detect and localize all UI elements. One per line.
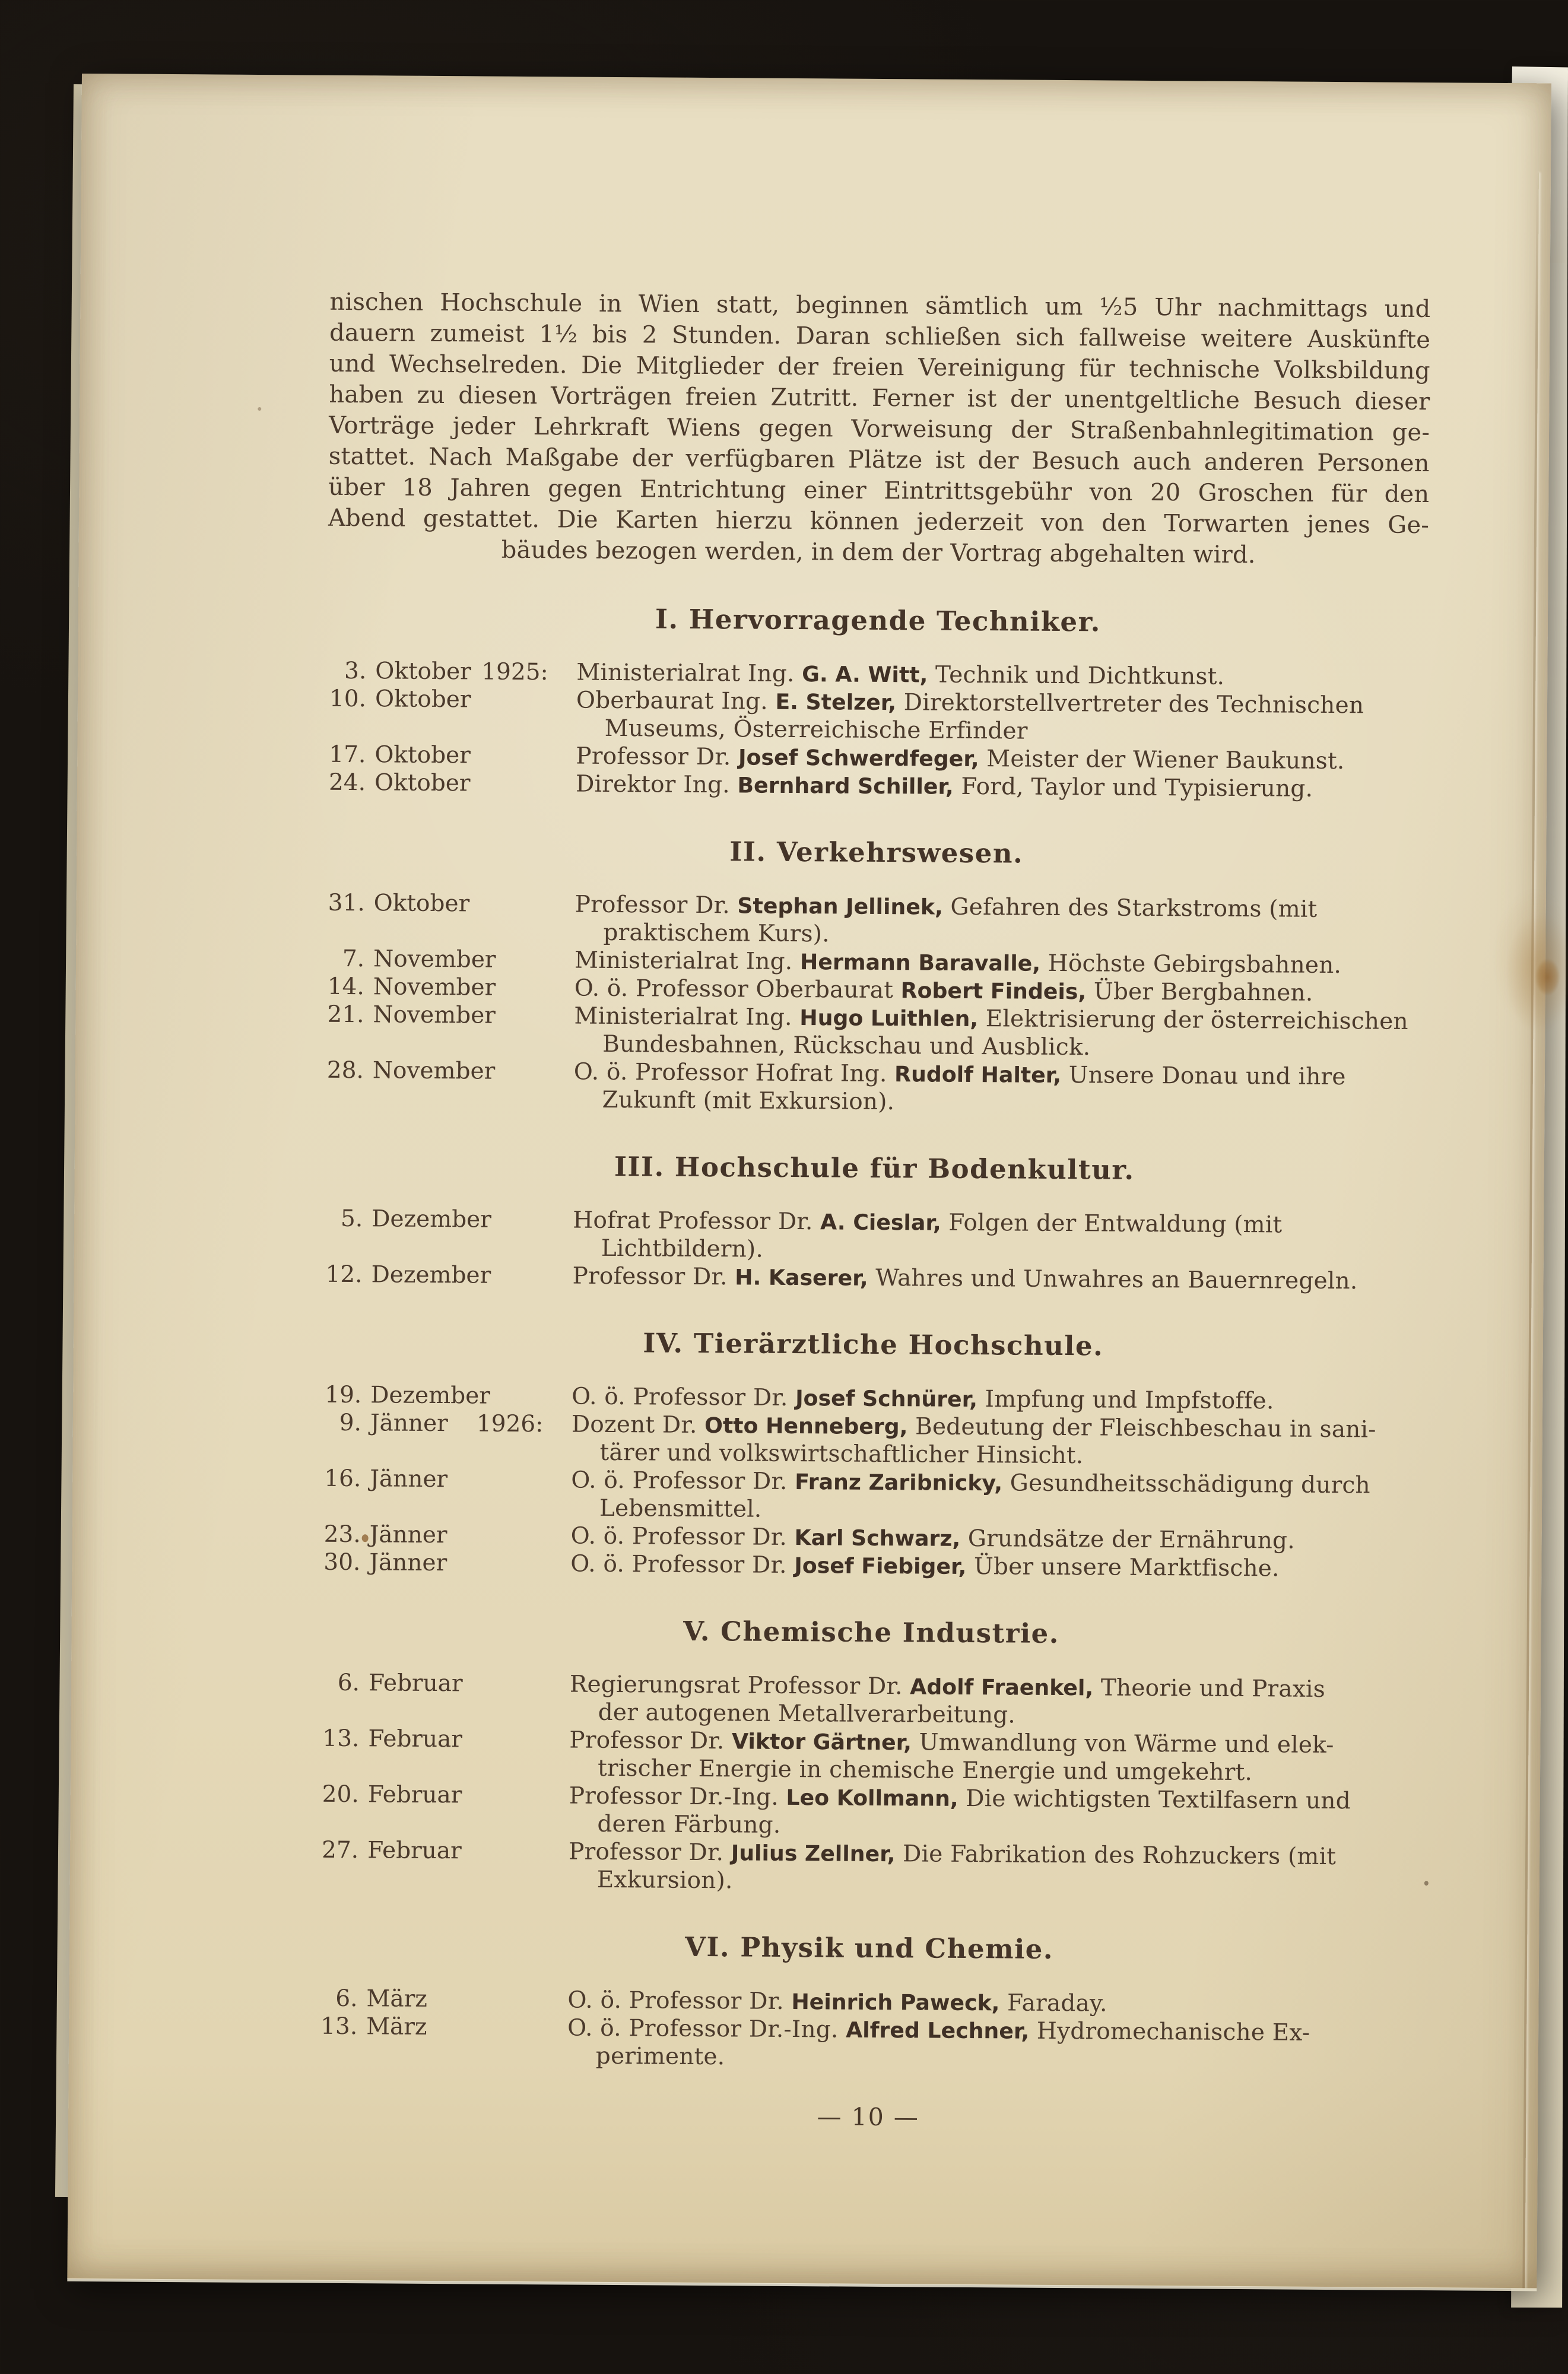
intro-line: haben zu diesen Vorträgen freien Zutritt. Ferner ist der unentgeltliche Besuch dieser: [329, 380, 1430, 416]
date-cell: [318, 2013, 567, 2042]
schedule-row: [325, 1001, 1426, 1064]
date-cell: [325, 945, 574, 975]
date-month: Februar: [367, 1837, 462, 1865]
entry-text: [573, 1058, 1426, 1120]
entry-text: [569, 1726, 1421, 1788]
date-month: Februar: [367, 1781, 462, 1809]
date-day: 12.: [325, 1261, 363, 1288]
date-cell: [325, 1001, 574, 1030]
speaker-name: Robert Findeis,: [900, 977, 1087, 1005]
date-day: 24.: [328, 769, 366, 796]
date-month: Februar: [368, 1670, 463, 1697]
section-title: III. Hochschule für Bodenkultur.: [614, 1150, 1135, 1186]
date-month: Dezember: [370, 1382, 491, 1410]
date-day: 3.: [344, 657, 367, 685]
entry-description: Meister der Wiener Baukunst.: [979, 745, 1345, 775]
date-cell: [322, 1409, 572, 1439]
entry-description: Grundsätze der Ernährung.: [960, 1525, 1295, 1554]
section-title: I. Hervorragende Techniker.: [655, 603, 1102, 638]
speaker-name: Leo Kollmann,: [786, 1784, 958, 1811]
date-month: Dezember: [371, 1261, 491, 1289]
entry-text: [576, 770, 1427, 804]
date-cell: [323, 1205, 573, 1234]
entry-text: [572, 1262, 1424, 1296]
ink-speck: [1424, 1881, 1429, 1886]
date-month: Oktober: [375, 658, 471, 685]
date-cell: [321, 1548, 570, 1578]
date-month: März: [366, 1985, 428, 2013]
schedule-row: [325, 889, 1427, 952]
speaker-name: Hugo Luithlen,: [799, 1005, 979, 1032]
date-year: 1925:: [481, 658, 548, 686]
intro-line: über 18 Jahren gegen Entrichtung einer Eintrittsgebühr von 20 Groschen für den: [328, 473, 1430, 509]
intro-line: Abend gestattet. Die Karten hierzu können jederzeit von den Torwarten jenes Ge-: [328, 504, 1430, 539]
entry-description: Die Fabrikation des Rohzuckers (mit Exkursion).: [596, 1840, 1337, 1894]
schedule-row: [319, 1836, 1421, 1899]
intro-line: Vorträge jeder Lehrkraft Wiens gegen Vorweisung der Straßenbahnlegitimation ge-: [328, 411, 1430, 447]
speaker-name: Otto Henneberg,: [704, 1413, 908, 1440]
entry-prefix: O. ö. Professor Dr.: [572, 1383, 796, 1412]
entry-description: Gesundheitsschädigung durch Lebensmittel.: [599, 1470, 1370, 1523]
entry-prefix: O. ö. Professor Oberbaurat: [574, 975, 901, 1004]
lecture-sections: [318, 602, 1429, 2075]
speaker-name: Heinrich Paweck,: [791, 1989, 1000, 2016]
speaker-name: Viktor Gärtner,: [731, 1728, 912, 1756]
entry-text: [574, 1002, 1426, 1064]
date-day: 13.: [320, 2013, 358, 2040]
date-day: 21.: [327, 1001, 364, 1029]
entry-text: [576, 687, 1429, 748]
date-day: 13.: [322, 1725, 360, 1753]
entry-prefix: O. ö. Professor Dr.: [570, 1550, 795, 1579]
date-day: 7.: [342, 945, 365, 973]
section: [319, 1614, 1422, 1899]
entry-description: Ford, Taylor und Typisierung.: [953, 773, 1313, 802]
intro-line: nischen Hochschule in Wien statt, beginnen sämtlich um ¹⁄₂5 Uhr nachmittags und: [329, 288, 1431, 323]
entry-text: [567, 2014, 1420, 2075]
speaker-name: G. A. Witt,: [802, 661, 928, 688]
speaker-name: A. Cieslar,: [820, 1209, 941, 1236]
date-day: 31.: [328, 889, 365, 917]
entry-prefix: Professor Dr.: [572, 1262, 735, 1291]
section-title: IV. Tierärztliche Hochschule.: [643, 1327, 1104, 1362]
date-day: 14.: [327, 973, 364, 1001]
entry-prefix: Ministerialrat Ing.: [574, 1002, 800, 1032]
entry-description: Elektrisierung der österreichischen Bundesbahnen, Rückschau und Ausblick.: [602, 1005, 1408, 1061]
entry-text: [573, 1207, 1425, 1268]
intro-line: bäudes bezogen werden, in dem der Vortrag abgehalten wird.: [501, 536, 1256, 569]
schedule-row: [320, 1669, 1422, 1732]
schedule-row: [320, 1725, 1421, 1788]
date-month: November: [373, 1001, 496, 1029]
entry-description: Technik und Dichtkunst.: [928, 661, 1225, 690]
intro-line: stattet. Nach Maßgabe der verfügbaren Plätze ist der Besuch auch anderen Personen: [328, 442, 1430, 478]
date-month: November: [372, 1057, 496, 1085]
entry-prefix: Professor Dr.: [576, 742, 739, 771]
schedule-row: [322, 1409, 1423, 1472]
section-rows: [321, 1381, 1423, 1583]
date-cell: [327, 657, 576, 687]
entry-prefix: O. ö. Professor Dr.-Ing.: [567, 2014, 846, 2043]
intro-line: und Wechselreden. Die Mitglieder der freien Vereinigung für technische Volksbildung: [329, 350, 1430, 385]
entry-description: Folgen der Entwaldung (mit Lichtbildern).: [601, 1209, 1283, 1263]
entry-text: [571, 1411, 1423, 1472]
schedule-row: [324, 1056, 1426, 1119]
entry-text: [570, 1671, 1422, 1732]
date-cell: [322, 1521, 571, 1550]
date-cell: [323, 1261, 572, 1290]
entry-prefix: Ministerialrat Ing.: [574, 947, 801, 976]
date-day: 19.: [325, 1381, 362, 1409]
entry-prefix: O. ö. Professor Hofrat Ing.: [573, 1058, 895, 1088]
book-page: [67, 74, 1551, 2289]
date-day: 6.: [335, 1985, 358, 2013]
entry-prefix: Oberbaurat Ing.: [576, 687, 776, 715]
entry-prefix: Hofrat Professor Dr.: [573, 1207, 821, 1236]
date-month: Februar: [368, 1725, 463, 1753]
speaker-name: Franz Zaribnicky,: [795, 1469, 1003, 1496]
schedule-row: [322, 1465, 1423, 1528]
entry-description: Hydromechanische Ex- perimente.: [595, 2017, 1310, 2071]
entry-prefix: Dozent Dr.: [571, 1411, 705, 1439]
speaker-name: Rudolf Halter,: [894, 1061, 1062, 1088]
entry-prefix: Professor Dr.: [568, 1838, 731, 1867]
date-month: Dezember: [372, 1205, 492, 1233]
entry-text: [571, 1467, 1423, 1528]
date-day: 27.: [321, 1836, 359, 1864]
schedule-row: [319, 1780, 1421, 1843]
speaker-name: Hermann Baravalle,: [799, 949, 1041, 976]
date-cell: [320, 1780, 569, 1810]
date-month: Oktober: [374, 685, 471, 713]
entry-prefix: Ministerialrat Ing.: [576, 659, 802, 688]
entry-text: [569, 1838, 1421, 1900]
intro-paragraph: [328, 287, 1431, 572]
date-cell: [322, 1465, 571, 1494]
page-number: — 10 —: [817, 2102, 919, 2132]
entry-prefix: O. ö. Professor Dr.: [567, 1986, 792, 2015]
date-year: 1926:: [476, 1410, 544, 1438]
entry-prefix: Professor Dr.: [569, 1726, 732, 1755]
entry-prefix: Professor Dr.: [574, 891, 738, 919]
intro-line: dauern zumeist 1¹⁄₂ bis 2 Stunden. Daran schließen sich fallweise weitere Auskünfte: [329, 319, 1431, 354]
entry-prefix: Professor Dr.-Ing.: [569, 1782, 786, 1811]
section: [321, 1326, 1424, 1583]
date-cell: [318, 1985, 567, 2014]
date-cell: [326, 889, 575, 919]
entry-description: Die wichtigsten Textilfasern und deren Färbung.: [597, 1785, 1351, 1839]
entry-description: Gefahren des Starkstroms (mit praktischem Kurs).: [603, 893, 1318, 948]
schedule-row: [318, 2013, 1420, 2075]
section: [324, 834, 1427, 1119]
date-month: Oktober: [374, 741, 471, 769]
date-day: 9.: [339, 1409, 362, 1437]
entry-description: Über Bergbahnen.: [1086, 978, 1313, 1007]
schedule-row: [323, 1205, 1425, 1268]
entry-prefix: O. ö. Professor Dr.: [570, 1522, 795, 1551]
section-title: II. Verkehrswesen.: [729, 836, 1024, 869]
entry-description: Über unsere Marktfische.: [966, 1553, 1280, 1582]
entry-description: Direktorstellvertreter des Technischen Museums, Österreichische Erfinder: [604, 689, 1364, 745]
speaker-name: Bernhard Schiller,: [737, 772, 954, 799]
section-rows: [326, 657, 1429, 804]
speaker-name: E. Stelzer,: [775, 688, 897, 716]
date-cell: [325, 973, 574, 1002]
entry-description: Bedeutung der Fleischbeschau in sani- tärer und volkswirtschaftlicher Hinsicht.: [599, 1413, 1376, 1470]
date-cell: [319, 1836, 569, 1866]
entry-description: Wahres und Unwahres an Bauernregeln.: [868, 1264, 1358, 1295]
date-cell: [326, 741, 576, 770]
entry-text: [574, 891, 1427, 953]
entry-prefix: Regierungsrat Professor Dr.: [569, 1671, 910, 1700]
entry-description: Theorie und Praxis der autogenen Metallverarbeitung.: [598, 1674, 1326, 1729]
speaker-name: Karl Schwarz,: [794, 1525, 961, 1551]
speaker-name: Josef Schwerdfeger,: [738, 744, 979, 772]
date-month: Jänner: [370, 1410, 448, 1437]
section: [318, 1930, 1420, 2075]
fold-crease: [1522, 172, 1539, 2289]
entry-description: Höchste Gebirgsbahnen.: [1040, 950, 1342, 979]
date-day: 30.: [323, 1548, 361, 1576]
stain-mark: [1481, 884, 1568, 1063]
speaker-name: Stephan Jellinek,: [737, 893, 943, 920]
date-day: 6.: [337, 1669, 360, 1697]
date-cell: [326, 769, 576, 798]
section-rows: [323, 1205, 1424, 1296]
section-title: V. Chemische Industrie.: [683, 1615, 1060, 1649]
entry-description: Umwandlung von Wärme und elek- trischer Energie in chemische Energie und umgekehrt.: [597, 1729, 1334, 1786]
entry-description: Faraday.: [999, 1989, 1107, 2017]
section-title: VI. Physik und Chemie.: [684, 1931, 1054, 1965]
date-day: 23.: [323, 1521, 361, 1548]
date-cell: [320, 1669, 570, 1699]
date-month: Jänner: [369, 1549, 447, 1577]
date-cell: [327, 685, 576, 715]
date-cell: [320, 1725, 569, 1754]
date-cell: [325, 1056, 574, 1086]
speaker-name: Adolf Fraenkel,: [910, 1674, 1094, 1701]
speaker-name: Julius Zellner,: [731, 1840, 896, 1867]
section-rows: [318, 1985, 1420, 2075]
date-month: Oktober: [373, 890, 470, 918]
entry-description: Unsere Donau und ihre Zukunft (mit Exkursion).: [602, 1061, 1346, 1116]
date-month: Jänner: [370, 1465, 448, 1493]
speaker-name: H. Kaserer,: [735, 1264, 868, 1291]
entry-description: Impfung und Impfstoffe.: [977, 1386, 1274, 1415]
section: [323, 1150, 1425, 1296]
date-day: 20.: [322, 1780, 359, 1808]
date-month: November: [373, 973, 496, 1001]
date-month: Oktober: [374, 769, 471, 797]
speaker-name: Alfred Lechner,: [846, 2017, 1030, 2044]
date-day: 5.: [340, 1205, 363, 1233]
schedule-row: [327, 685, 1429, 748]
section-rows: [324, 889, 1426, 1119]
entry-prefix: Direktor Ing.: [575, 770, 738, 799]
speaker-name: Josef Schnürer,: [795, 1385, 978, 1413]
entry-text: [570, 1550, 1422, 1584]
section-rows: [319, 1669, 1421, 1899]
date-day: 10.: [329, 685, 367, 713]
speaker-name: Josef Fiebiger,: [794, 1553, 967, 1579]
date-month: Jänner: [369, 1521, 447, 1549]
section: [326, 602, 1429, 804]
date-day: 17.: [329, 741, 366, 769]
ink-speck: [258, 407, 261, 411]
date-month: November: [373, 945, 496, 973]
date-day: 28.: [326, 1056, 364, 1084]
entry-text: [569, 1782, 1421, 1844]
date-day: 16.: [324, 1465, 361, 1493]
page-content: [318, 287, 1431, 2135]
date-cell: [322, 1381, 572, 1411]
entry-prefix: O. ö. Professor Dr.: [571, 1467, 795, 1496]
date-month: März: [366, 2013, 427, 2040]
